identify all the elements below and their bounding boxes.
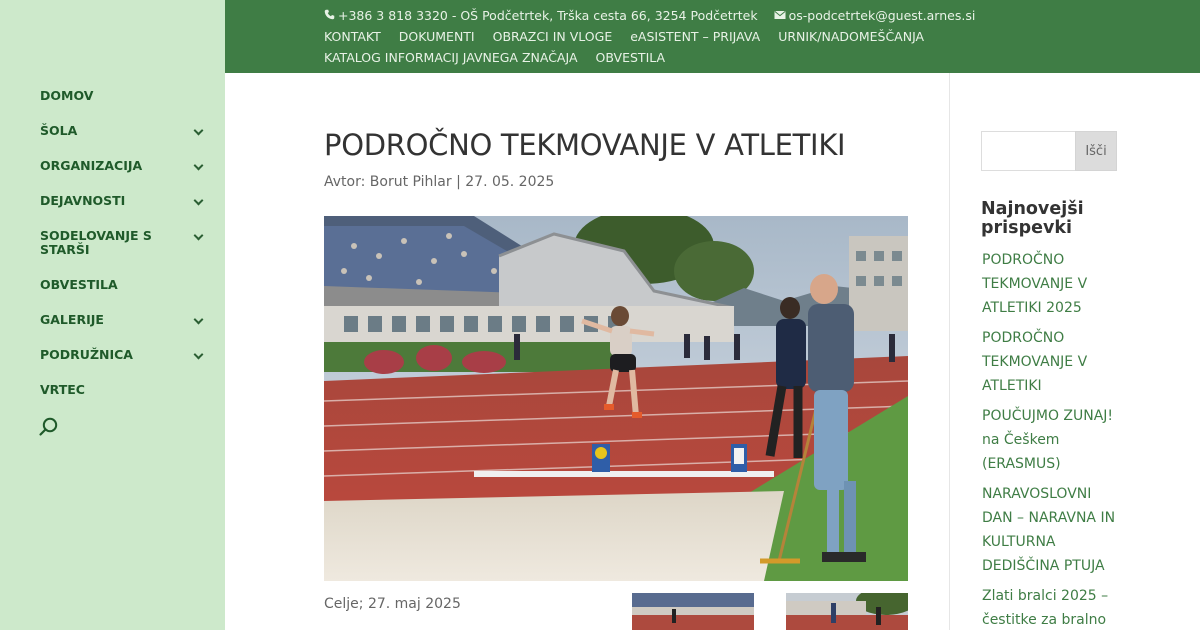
nav-item-domov[interactable] [40, 87, 210, 105]
chevron-down-icon[interactable] [194, 231, 204, 241]
chevron-down-icon[interactable] [194, 315, 204, 325]
nav-item-podruznica[interactable] [40, 346, 210, 364]
left-navigation [0, 0, 225, 630]
recent-post-link[interactable]: NARAVOSLOVNI DAN – NARAVNA IN KULTURNA DEDIŠČINA PTUJA [982, 486, 1116, 574]
post-meta: Avtor: Borut Pihlar | 27. 05. 2025 [324, 174, 555, 190]
featured-photo[interactable] [324, 216, 908, 581]
chevron-down-icon[interactable] [194, 350, 204, 360]
nav-item-galerije[interactable] [40, 311, 210, 329]
gallery-thumbnail[interactable] [786, 593, 908, 630]
email-link[interactable]: os-podcetrtek@guest.arnes.si [788, 8, 976, 23]
nav-item-obvestila[interactable] [40, 276, 210, 294]
recent-post-link[interactable]: PODROČNO TEKMOVANJE V ATLETIKI 2025 [982, 252, 1088, 316]
secondary-menu [324, 29, 942, 44]
nav-item-sola[interactable] [40, 122, 210, 140]
nav-item-label: SODELOVANJE S STARŠI [40, 228, 152, 257]
recent-posts-title: Najnovejši prispevki [981, 199, 1084, 238]
nav-item-sodelovanje[interactable] [40, 227, 210, 259]
chevron-down-icon[interactable] [194, 196, 204, 206]
nav-item-organizacija[interactable] [40, 157, 210, 175]
nav-item-label: PODRUŽNICA [40, 347, 133, 362]
top-header [225, 0, 1200, 73]
nav-item-dejavnosti[interactable] [40, 192, 210, 210]
phone-address-text: +386 3 818 3320 - OŠ Podčetrtek, Trška cesta 66, 3254 Podčetrtek [338, 8, 758, 23]
post-title: PODROČNO TEKMOVANJE V ATLETIKI [324, 128, 846, 162]
menu-obrazci-in-vloge[interactable]: OBRAZCI IN VLOGE [492, 29, 613, 44]
nav-item-label: DEJAVNOSTI [40, 193, 126, 208]
nav-item-label: VRTEC [40, 382, 85, 397]
nav-item-label: ŠOLA [40, 123, 78, 138]
main-menu [40, 87, 210, 416]
phone-icon [324, 8, 335, 23]
search-button[interactable]: Išči [1075, 131, 1117, 171]
nav-item-vrtec[interactable] [40, 381, 210, 399]
search-input[interactable] [981, 131, 1075, 171]
menu-dokumenti[interactable]: DOKUMENTI [398, 29, 475, 44]
sidebar-divider [949, 73, 950, 630]
menu-kontakt[interactable]: KONTAKT [324, 29, 381, 44]
recent-post-link[interactable]: POUČUJMO ZUNAJ! na Češkem (ERASMUS) [982, 408, 1114, 472]
gallery-thumbnail[interactable] [632, 593, 754, 630]
chevron-down-icon[interactable] [194, 126, 204, 136]
menu-katalog-informacij[interactable]: KATALOG INFORMACIJ JAVNEGA ZNAČAJA [324, 50, 578, 65]
secondary-menu-row-2 [324, 50, 683, 65]
menu-urnik-nadomescanja[interactable]: URNIK/NADOMEŠČANJA [778, 29, 925, 44]
chevron-down-icon[interactable] [194, 161, 204, 171]
nav-item-label: ORGANIZACIJA [40, 158, 143, 173]
nav-item-label: DOMOV [40, 88, 94, 103]
menu-obvestila[interactable]: OBVESTILA [595, 50, 666, 65]
contact-info [324, 8, 975, 23]
recent-post-link[interactable]: PODROČNO TEKMOVANJE V ATLETIKI [982, 330, 1088, 394]
nav-item-label: GALERIJE [40, 312, 104, 327]
recent-post-link[interactable]: Zlati bralci 2025 – čestitke za bralno [982, 588, 1109, 628]
recent-posts-list [982, 248, 1117, 630]
envelope-icon [774, 8, 786, 23]
menu-easistent-prijava[interactable]: eASISTENT – PRIJAVA [630, 29, 761, 44]
search-icon[interactable] [38, 416, 60, 438]
post-caption: Celje; 27. maj 2025 [324, 596, 461, 612]
nav-item-label: OBVESTILA [40, 277, 118, 292]
